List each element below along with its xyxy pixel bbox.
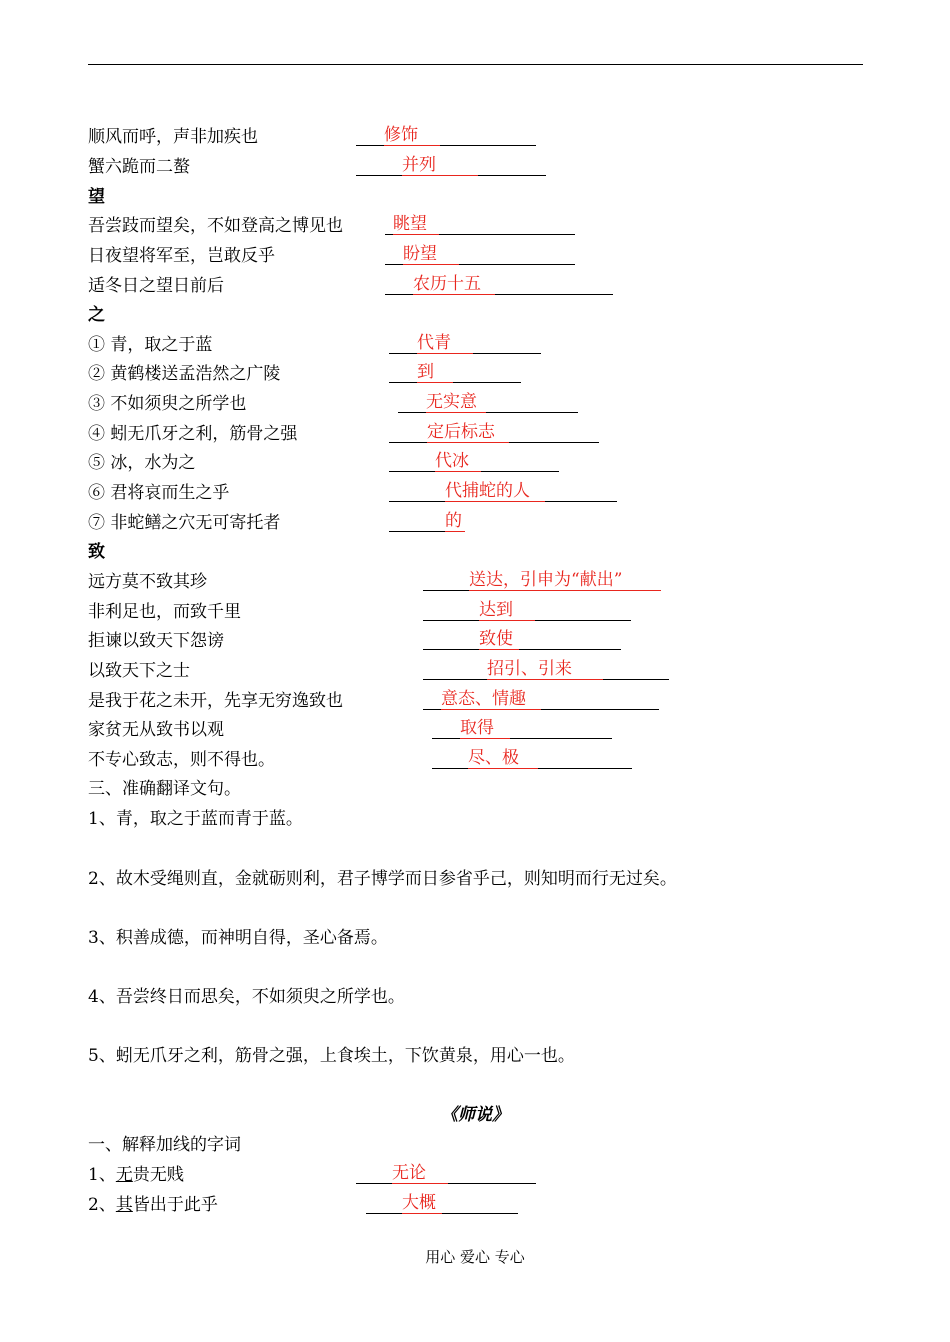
question-text: 顺风而呼，声非加疾也 (88, 127, 258, 147)
answer: 农历十五 (413, 273, 495, 295)
question-text: 拒谏以致天下怨谤 (88, 631, 224, 651)
answer-blank (389, 480, 617, 506)
translation-item: 1、青，取之于蓝而青于蓝。 (88, 809, 303, 829)
answer: 代冰 (435, 450, 481, 472)
question-text: 非利足也，而致千里 (88, 602, 241, 622)
section-heading: 致 (88, 542, 105, 562)
translation-item: 4、吾尝终日而思矣，不如须臾之所学也。 (88, 987, 405, 1007)
answer-blank (389, 421, 599, 447)
answer: 意态、情趣 (441, 688, 541, 710)
answer: 代捕蛇的人 (445, 480, 545, 502)
question-text: ① 青，取之于蓝 (88, 335, 213, 355)
answer-blank (398, 391, 578, 417)
section-heading: 望 (88, 187, 105, 207)
answer-blank (423, 599, 631, 625)
question-text: 远方莫不致其珍 (88, 572, 207, 592)
item-number: 2、 (88, 1195, 116, 1215)
answer: 无实意 (426, 391, 486, 413)
question-text: 适冬日之望日前后 (88, 276, 224, 296)
answer: 眺望 (393, 213, 439, 235)
lesson-title: 《师说》 (441, 1105, 509, 1125)
underlined-word: 无 (115, 1165, 133, 1185)
answer-blank (385, 213, 575, 239)
answer-blank (423, 569, 661, 595)
question-text: 不专心致志，则不得也。 (88, 750, 275, 770)
question-text: 蟹六跪而二螯 (88, 157, 190, 177)
answer: 定后标志 (427, 421, 509, 443)
section-title: 一、解释加线的字词 (88, 1135, 241, 1155)
question-text: ⑥ 君将哀而生之乎 (88, 483, 230, 503)
answer-blank (423, 658, 669, 684)
answer-blank (385, 243, 575, 269)
answer: 致使 (479, 628, 519, 650)
translation-item: 2、故木受绳则直，金就砺则利，君子博学而日参省乎己，则知明而行无过矣。 (88, 869, 677, 889)
answer-blank (366, 1192, 518, 1218)
answer: 无论 (392, 1162, 448, 1184)
answer: 并列 (402, 154, 478, 176)
underlined-word: 其 (115, 1195, 133, 1215)
answer: 的 (445, 510, 465, 532)
answer: 招引、引来 (487, 658, 603, 680)
question-text: ⑤ 冰，水为之 (88, 453, 196, 473)
answer-blank (432, 717, 612, 743)
section-heading: 之 (88, 305, 105, 325)
answer: 盼望 (403, 243, 459, 265)
question-text: 家贫无从致书以观 (88, 720, 224, 740)
item-number: 1、 (88, 1165, 116, 1185)
question-text: ② 黄鹤楼送孟浩然之广陵 (88, 364, 281, 384)
section-title: 三、准确翻译文句。 (88, 779, 241, 799)
answer-blank (356, 124, 536, 150)
answer-blank (432, 747, 632, 773)
answer: 送达，引申为“献出” (469, 569, 661, 591)
question-text: ③ 不如须臾之所学也 (88, 394, 247, 414)
answer: 修饰 (384, 124, 440, 146)
answer-blank (389, 450, 559, 476)
translation-item: 3、积善成德，而神明自得，圣心备焉。 (88, 928, 388, 948)
page-footer: 用心 爱心 专心 (425, 1248, 525, 1266)
answer: 代青 (417, 332, 473, 354)
question-text: 日夜望将军至，岂敢反乎 (88, 246, 275, 266)
answer: 达到 (479, 599, 535, 621)
answer-blank (389, 361, 521, 387)
item-rest: 皆出于此乎 (132, 1195, 218, 1215)
header-rule (88, 64, 863, 65)
question-text: 吾尝跂而望矣，不如登高之博见也 (88, 216, 343, 236)
answer-blank (385, 273, 613, 299)
answer: 大概 (402, 1192, 442, 1214)
answer-blank (389, 510, 465, 536)
answer: 取得 (460, 717, 510, 739)
question-text: 是我于花之未开，先享无穷逸致也 (88, 691, 343, 711)
question-text (88, 1192, 218, 1218)
item-rest: 贵无贱 (132, 1165, 184, 1185)
answer-blank (423, 688, 659, 714)
answer-blank (356, 1162, 536, 1188)
question-text: 以致天下之士 (88, 661, 190, 681)
answer: 尽、极 (468, 747, 538, 769)
answer-blank (389, 332, 541, 358)
question-text: ④ 蚓无爪牙之利，筋骨之强 (88, 424, 298, 444)
answer-blank (423, 628, 621, 654)
translation-item: 5、蚓无爪牙之利，筋骨之强，上食埃土，下饮黄泉，用心一也。 (88, 1046, 575, 1066)
question-text: ⑦ 非蛇鳝之穴无可寄托者 (88, 513, 281, 533)
question-text (88, 1162, 184, 1188)
answer-blank (356, 154, 546, 180)
answer: 到 (417, 361, 453, 383)
